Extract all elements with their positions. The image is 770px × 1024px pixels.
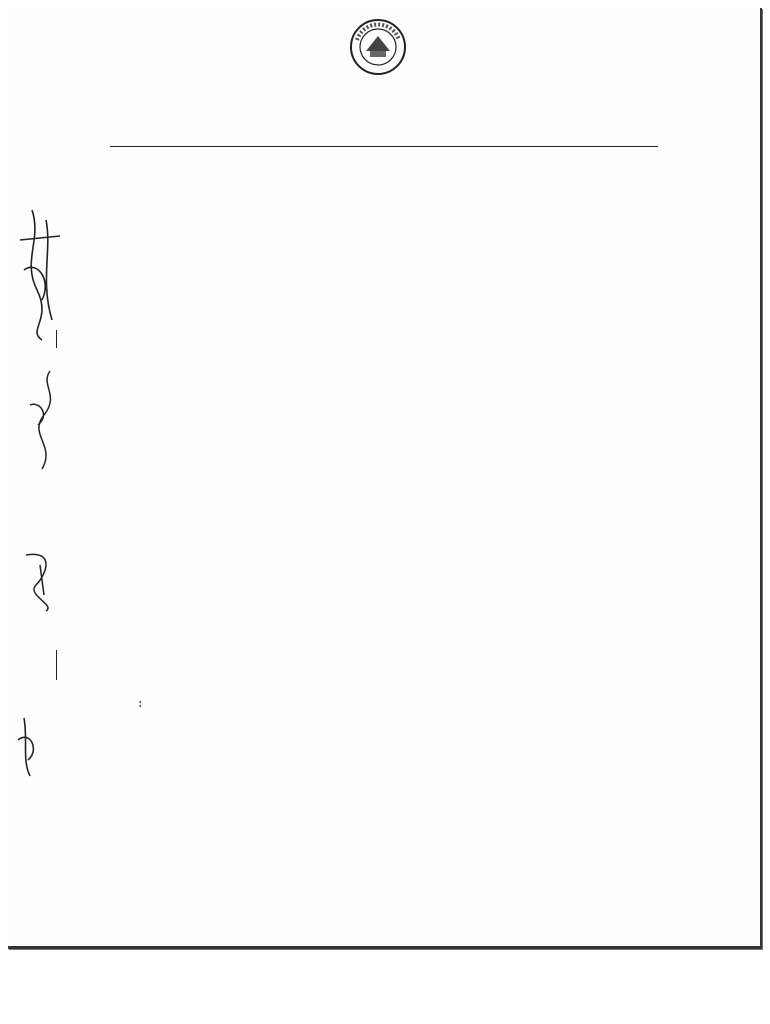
owner-witness-signature bbox=[16, 545, 64, 615]
header-rule bbox=[110, 146, 658, 147]
margin-divider bbox=[56, 650, 57, 680]
contractor-witness-signature bbox=[12, 200, 70, 350]
item2-line3: : bbox=[138, 696, 143, 711]
deped-seal-icon bbox=[349, 18, 407, 76]
owner-signature bbox=[10, 710, 50, 780]
contractor-signature bbox=[20, 365, 66, 475]
document-page bbox=[8, 8, 762, 949]
